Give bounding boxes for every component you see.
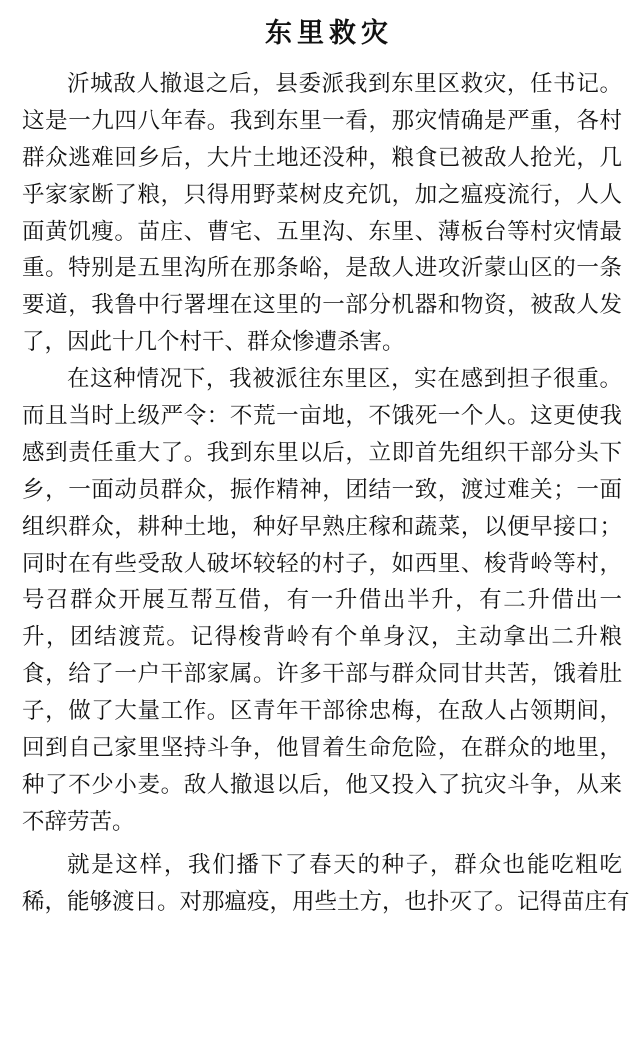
text-line: 重。特别是五里沟所在那条峪，是敌人进攻沂蒙山区的一条 <box>22 255 622 282</box>
text-line: 子，做了大量工作。区青年干部徐忠梅，在敌人占领期间， <box>22 698 622 725</box>
text-line: 号召群众开展互帮互借，有一升借出半升，有二升借出一 <box>22 587 622 614</box>
text-line: 这是一九四八年春。我到东里一看，那灾情确是严重，各村 <box>22 107 622 134</box>
text-line: 而且当时上级严令：不荒一亩地，不饿死一个人。这更使我 <box>22 403 622 430</box>
text-line: 要道，我鲁中行署埋在这里的一部分机器和物资，被敌人发 <box>22 292 622 319</box>
text-line: 乎家家断了粮，只得用野菜树皮充饥，加之瘟疫流行，人人 <box>22 181 622 208</box>
text-line: 回到自己家里坚持斗争，他冒着生命危险，在群众的地里， <box>22 735 622 762</box>
text-line: 食，给了一户干部家属。许多干部与群众同甘共苦，饿着肚 <box>22 661 622 688</box>
text-line: 感到责任重大了。我到东里以后，立即首先组织干部分头下 <box>22 439 622 466</box>
document-title: 东里救灾 <box>265 18 393 49</box>
text-line: 在这种情况下，我被派往东里区，实在感到担子很重。 <box>67 366 622 393</box>
text-line: 升，团结渡荒。记得梭背岭有个单身汉，主动拿出二升粮 <box>22 624 622 651</box>
text-line: 群众逃难回乡后，大片土地还没种，粮食已被敌人抢光，几 <box>22 144 622 171</box>
text-line: 组织群众，耕种土地，种好早熟庄稼和蔬菜，以便早接口； <box>22 513 622 540</box>
text-line: 稀，能够渡日。对那瘟疫，用些土方，也扑灭了。记得苗庄有 <box>22 888 630 915</box>
text-line: 沂城敌人撤退之后，县委派我到东里区救灾，任书记。 <box>67 71 622 97</box>
text-line: 面黄饥瘦。苗庄、曹宅、五里沟、东里、薄板台等村灾情最 <box>22 218 622 245</box>
text-line: 种了不少小麦。敌人撤退以后，他又投入了抗灾斗争，从来 <box>22 771 622 798</box>
text-line: 同时在有些受敌人破坏较轻的村子，如西里、梭背岭等村， <box>22 550 622 577</box>
document-body <box>22 66 630 920</box>
text-line: 了，因此十几个村干、群众惨遭杀害。 <box>22 329 405 356</box>
text-line: 不辞劳苦。 <box>22 808 135 835</box>
text-line: 就是这样，我们播下了春天的种子，群众也能吃粗吃 <box>67 851 622 878</box>
text-line: 乡，一面动员群众，振作精神，团结一致，渡过难关；一面 <box>22 476 622 503</box>
